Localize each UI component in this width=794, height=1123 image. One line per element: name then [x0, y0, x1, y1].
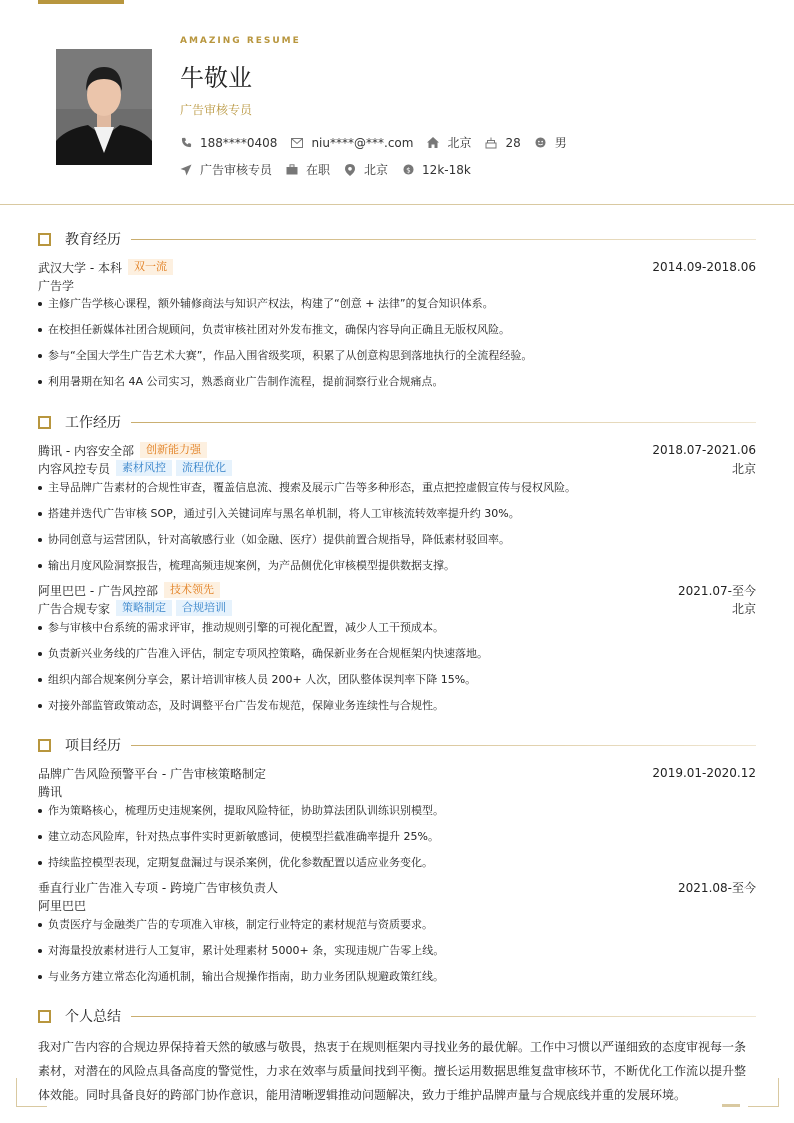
page-mark — [722, 1104, 740, 1107]
corner-decoration-left — [16, 1078, 47, 1107]
job-bullet: 主导品牌广告素材的合规性审查，覆盖信息流、搜索及展示广告等多种形态，重点把控虚假宣传与侵权风险。 — [38, 480, 756, 496]
send-icon — [180, 164, 192, 176]
education-bullet: 主修广告学核心课程，额外辅修商法与知识产权法，构建了“创意 + 法律”的复合知识体系。 — [38, 296, 756, 312]
job-company: 阿里巴巴 - 广告风控部 — [38, 583, 158, 598]
salary-item — [402, 163, 471, 177]
section-divider — [131, 745, 756, 746]
section-marker — [38, 233, 51, 246]
project-bullet: 负责医疗与金融类广告的专项准入审核，制定行业特定的素材规范与资质要求。 — [38, 917, 756, 933]
education-bullet: 利用暑期在知名 4A 公司实习，熟悉商业广告制作流程，提前洞察行业合规痛点。 — [38, 374, 756, 390]
project-bullet: 对海量投放素材进行人工复审，累计处理素材 5000+ 条，实现违规广告零上线。 — [38, 943, 756, 959]
job-date: 2018.07-2021.06 — [652, 443, 756, 457]
phone-icon — [180, 137, 192, 149]
intent-city-text: 北京 — [364, 163, 389, 177]
candidate-title: 广告审核专员 — [180, 103, 253, 117]
education-entry-line — [38, 258, 756, 276]
role-tag: 策略制定 — [116, 600, 172, 616]
project-org-line — [38, 782, 756, 800]
role-tag: 流程优化 — [176, 460, 232, 476]
project-bullet: 作为策略核心，梳理历史违规案例，提取风险特征，协助算法团队训练识别模型。 — [38, 803, 756, 819]
money-icon — [402, 164, 414, 176]
age-item — [485, 136, 520, 150]
project-name-line — [38, 764, 756, 782]
education-bullet: 参与“全国大学生广告艺术大赛”，作品入围省级奖项，积累了从创意构思到落地执行的全流程经验。 — [38, 348, 756, 364]
job-intent-row — [180, 161, 485, 178]
job-company: 腾讯 - 内容安全部 — [38, 443, 134, 458]
summary-text: 我对广告内容的合规边界保持着天然的敏感与敬畏，热衷于在规则框架内寻找业务的最优解。工作中习惯以严谨细致的态度审视每一条素材，对潜在的风险点具备高度的警觉性，力求在效率与质量间找到平衡。擅长运用数据思维复盘审核环节，不断优化工作流以提升整体效能。同时具备良好的跨部门协作意识，能用清晰逻辑推动问题解决，致力于维护品牌声量与合规底线并重的发展环境。 — [38, 1040, 747, 1102]
job-role-line — [38, 459, 756, 477]
gender-item — [535, 134, 567, 151]
education-title: 教育经历 — [65, 232, 121, 248]
summary-section-header — [38, 1007, 756, 1025]
section-marker — [38, 1010, 51, 1023]
major-name: 广告学 — [38, 278, 75, 293]
school-name: 武汉大学 - 本科 — [38, 260, 122, 275]
education-major-line — [38, 276, 756, 294]
city-text: 北京 — [447, 136, 472, 150]
svg-text:$: $ — [405, 165, 411, 175]
city-item — [427, 134, 471, 151]
job-role: 广告合规专家 — [38, 601, 111, 616]
job-company-line — [38, 581, 756, 599]
job-bullet: 参与审核中台系统的需求评审，推动规则引擎的可视化配置，减少人工干预成本。 — [38, 620, 756, 636]
job-role-line — [38, 599, 756, 617]
job-bullet: 输出月度风险洞察报告，梳理高频违规案例，为产品侧优化审核模型提供数据支撑。 — [38, 558, 756, 574]
education-bullet: 在校担任新媒体社团合规顾问，负责审核社团对外发布推文，确保内容导向正确且无版权风险。 — [38, 322, 756, 338]
phone-item — [180, 136, 277, 150]
school-tag: 双一流 — [128, 259, 173, 275]
status-item — [286, 161, 330, 178]
role-tag: 合规培训 — [176, 600, 232, 616]
section-divider — [131, 1016, 756, 1017]
role-tag: 素材风控 — [116, 460, 172, 476]
mail-icon — [291, 137, 303, 149]
job-bullet: 协同创意与运营团队，针对高敏感行业（如金融、医疗）提供前置合规指导，降低素材驳回率。 — [38, 532, 756, 548]
job-bullet: 对接外部监管政策动态，及时调整平台广告发布规范，保障业务连续性与合规性。 — [38, 698, 756, 714]
gender-icon — [535, 137, 547, 149]
resume-tagline: AMAZING RESUME — [180, 36, 301, 46]
job-company-line — [38, 441, 756, 459]
projects-title: 项目经历 — [65, 738, 121, 754]
company-tag: 技术领先 — [164, 582, 220, 598]
job-bullet: 搭建并迭代广告审核 SOP，通过引入关键词库与黑名单机制，将人工审核流转效率提升约 30%。 — [38, 506, 756, 522]
profile-photo — [56, 49, 152, 165]
project-bullet: 与业务方建立常态化沟通机制，输出合规操作指南，助力业务团队规避政策红线。 — [38, 969, 756, 985]
home-icon — [427, 137, 439, 149]
project-org-line — [38, 896, 756, 914]
cake-icon — [485, 137, 497, 149]
job-bullet: 组织内部合规案例分享会，累计培训审核人员 200+ 人次，团队整体误判率下降 15%。 — [38, 672, 756, 688]
work-title: 工作经历 — [65, 415, 121, 431]
project-name: 品牌广告风险预警平台 - 广告审核策略制定 — [38, 766, 266, 781]
contact-row — [180, 134, 581, 151]
job-role: 内容风控专员 — [38, 461, 111, 476]
email-item — [291, 136, 413, 150]
section-divider — [131, 239, 756, 240]
projects-section-header — [38, 736, 756, 754]
age-text: 28 — [505, 135, 521, 150]
intent-position-text: 广告审核专员 — [200, 163, 273, 177]
corner-decoration-right — [748, 1078, 779, 1107]
resume-header — [0, 0, 794, 205]
project-bullet: 建立动态风险库，针对热点事件实时更新敏感词，使模型拦截准确率提升 25%。 — [38, 829, 756, 845]
briefcase-icon — [286, 164, 298, 176]
education-section-header — [38, 230, 756, 248]
salary-text: 12k-18k — [422, 162, 471, 177]
project-date: 2021.08-至今 — [678, 880, 756, 895]
job-date: 2021.07-至今 — [678, 583, 756, 598]
candidate-name: 牛敬业 — [180, 64, 252, 92]
section-divider — [131, 422, 756, 423]
section-marker — [38, 739, 51, 752]
project-name-line — [38, 878, 756, 896]
project-bullet: 持续监控模型表现，定期复盘漏过与误杀案例，优化参数配置以适应业务变化。 — [38, 855, 756, 871]
project-name: 垂直行业广告准入专项 - 跨境广告审核负责人 — [38, 880, 278, 895]
job-city: 北京 — [731, 601, 756, 616]
education-date: 2014.09-2018.06 — [652, 260, 756, 274]
status-text: 在职 — [306, 163, 331, 177]
gender-text: 男 — [554, 136, 567, 150]
job-bullet: 负责新兴业务线的广告准入评估，制定专项风控策略，确保新业务在合规框架内快速落地。 — [38, 646, 756, 662]
project-org: 腾讯 — [38, 784, 63, 799]
location-icon — [344, 164, 356, 176]
project-org: 阿里巴巴 — [38, 898, 87, 913]
summary-title: 个人总结 — [65, 1009, 121, 1025]
company-tag: 创新能力强 — [140, 442, 207, 458]
email-text: niu****@***.com — [311, 135, 414, 150]
phone-text: 188****0408 — [200, 135, 278, 150]
job-city: 北京 — [731, 461, 756, 476]
section-marker — [38, 416, 51, 429]
work-section-header — [38, 413, 756, 431]
project-date: 2019.01-2020.12 — [652, 766, 756, 780]
intent-city-item — [344, 161, 388, 178]
intent-position-item — [180, 161, 272, 178]
